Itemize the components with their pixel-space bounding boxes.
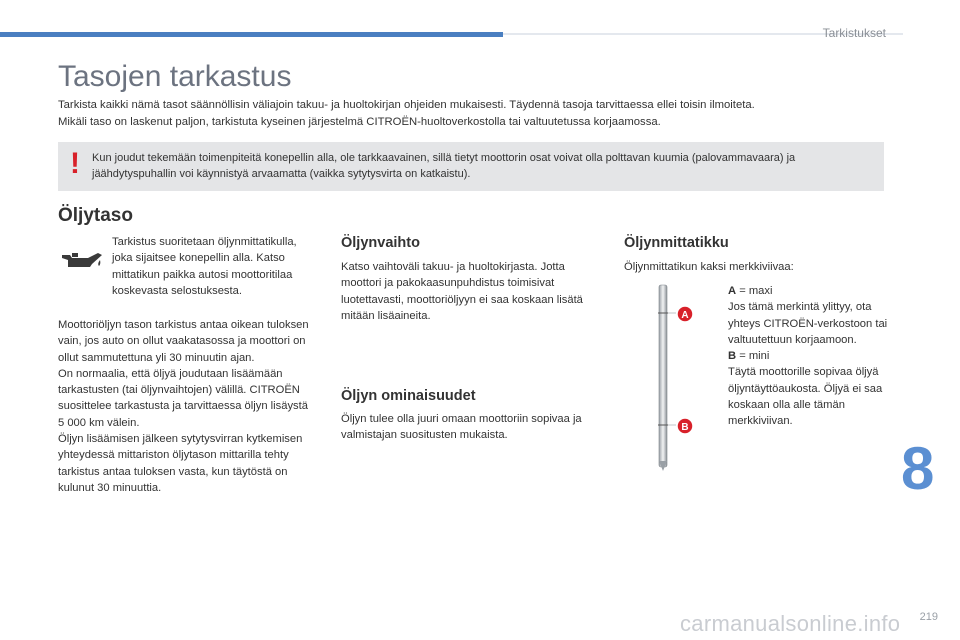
oil-level-paragraph: On normaalia, että öljyä joudutaan lisäämään tarkastusten (tai öljynvaihtojen) välillä. CITROËN suosittelee tarkastusta ja tarvittaessa öljyn lisäystä 5 000 km välein.	[58, 367, 308, 429]
page-number: 219	[919, 611, 938, 623]
marker-a-label: = maxi	[739, 285, 773, 297]
marker-b-label-letter: B	[728, 350, 737, 363]
oil-change-text: Katso vaihtoväli takuu- ja huoltokirjasta. Jotta moottori ja pakokaasunpuhdistus toimisivat luotettavasti, moottoriöljyyn ei saa koskaan lisätä mitään lisäaineita.	[341, 261, 583, 322]
warning-text: Kun joudut tekemään toimenpiteitä konepellin alla, ole tarkkaavainen, sillä tietyt moottorin osat voivat olla polttavan kuumia (palovammavaara) ja jäähdytyspuhallin voi käynnistyä arvaamatta (vaikka sytytysvirta on katkaistu).	[92, 152, 796, 180]
marker-b-badge	[677, 418, 693, 434]
chapter-title: Tarkistukset	[822, 26, 886, 40]
marker-b-text: Täytä moottorille sopivaa öljyä öljyntäyttöaukosta. Öljyä ei saa koskaan olla alle tämän merkkiviivan.	[728, 366, 883, 428]
marker-b-letter: B	[681, 422, 689, 433]
intro-paragraph: Tarkista kaikki nämä tasot säännöllisin väliajoin takuu- ja huoltokirjan ohjeiden mukaisesti. Täydennä tasoja tarvittaessa ellei toisin ilmoiteta.	[58, 99, 755, 111]
marker-a-text: Jos tämä merkintä ylittyy, ota yhteys CITROËN-verkostoon tai valtuutettuun korjaamoon.	[728, 301, 888, 346]
warning-box	[58, 142, 884, 191]
intro-text	[58, 97, 898, 131]
marker-a-label-letter: A	[728, 285, 737, 297]
oil-can-icon	[58, 247, 104, 273]
marker-b-line	[728, 348, 888, 364]
oil-level-description: Tarkistus suoritetaan öljynmittatikulla, joka sijaitsee konepellin alla. Katso mittatikun paikka autosi moottoritilaa koskevasta selostuksesta.	[112, 236, 297, 297]
chapter-number: 8	[901, 435, 935, 502]
oil-level-paragraph: Öljyn lisäämisen jälkeen sytytysvirran kytkemisen yhteydessä mittariston öljytason mittarilla tehty tarkistus antaa tuloksen vasta, kun täytöstä on kulunut 30 minuuttia.	[58, 433, 303, 494]
oil-properties-text: Öljyn tulee olla juuri omaan moottoriin sopivaa ja valmistajan suositusten mukaista.	[341, 413, 582, 442]
marker-a-letter: A	[681, 310, 689, 321]
dipstick-markers-info	[728, 283, 888, 430]
watermark: carmanualsonline.info	[680, 611, 901, 636]
oil-change-heading: Öljynvaihto	[341, 235, 420, 251]
marker-a-badge	[677, 306, 693, 322]
warning-icon: !	[70, 147, 80, 180]
page-title: Tasojen tarkastus	[58, 60, 292, 93]
dipstick-illustration	[648, 283, 700, 473]
oil-properties-heading: Öljyn ominaisuudet	[341, 388, 476, 404]
oil-level-body	[58, 317, 316, 496]
dipstick-intro: Öljynmittatikun kaksi merkkiviivaa:	[624, 261, 794, 273]
marker-b-label: = mini	[739, 350, 770, 363]
oil-level-heading: Öljytaso	[58, 205, 133, 226]
intro-paragraph: Mikäli taso on laskenut paljon, tarkistuta kyseinen järjestelmä CITROËN-huoltoverkostolla tai valtuutetussa korjaamossa.	[58, 116, 661, 128]
oil-level-paragraph: Moottoriöljyn tason tarkistus antaa oikean tuloksen vain, jos auto on ollut vaakatasossa ja moottori on ollut sammutettuna yli 30 minuutin ajan.	[58, 319, 309, 364]
marker-a-line	[728, 283, 888, 299]
dipstick-heading: Öljynmittatikku	[624, 235, 729, 251]
header-accent-bar	[0, 32, 503, 37]
